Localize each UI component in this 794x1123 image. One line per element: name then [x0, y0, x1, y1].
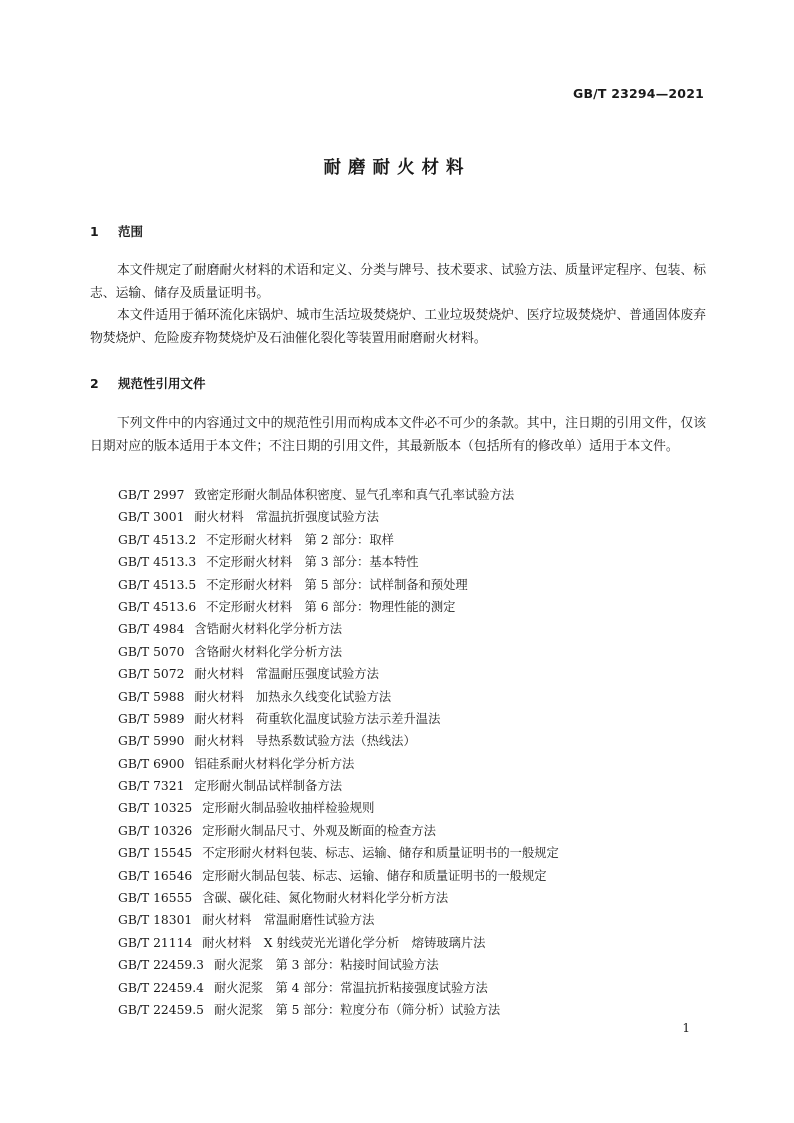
reference-item — [118, 506, 708, 528]
reference-title: 耐火材料 荷重软化温度试验方法示差升温法 — [194, 711, 441, 726]
reference-title: 耐火材料 常温抗折强度试验方法 — [194, 510, 379, 525]
reference-code: GB/T 5988 — [118, 689, 185, 704]
reference-title: 耐火材料 X 射线荧光光谱化学分析 熔铸玻璃片法 — [202, 935, 486, 950]
reference-code: GB/T 4513.3 — [118, 555, 197, 570]
reference-title: 耐火泥浆 第 4 部分：常温抗折粘接强度试验方法 — [213, 980, 488, 995]
reference-item — [118, 618, 708, 640]
reference-title: 定形耐火制品验收抽样检验规则 — [202, 801, 375, 816]
reference-item — [118, 686, 708, 708]
reference-code: GB/T 18301 — [118, 913, 193, 928]
scope-paragraph-2: 本文件适用于循环流化床锅炉、城市生活垃圾焚烧炉、工业垃圾焚烧炉、医疗垃圾焚烧炉、普通固体废弃物焚烧炉、危险废弃物焚烧炉及石油催化裂化等装置用耐磨耐火材料。 — [90, 308, 706, 346]
reference-item — [118, 775, 708, 797]
reference-code: GB/T 2997 — [118, 488, 185, 502]
document-title: 耐磨耐火材料 — [323, 158, 471, 178]
reference-title: 含锆耐火材料化学分析方法 — [194, 622, 342, 637]
section-number: 1 — [90, 224, 99, 239]
reference-item — [118, 596, 708, 618]
reference-code: GB/T 16546 — [118, 868, 193, 883]
reference-title: 不定形耐火材料 第 2 部分：取样 — [206, 532, 394, 547]
reference-item — [118, 932, 708, 954]
section-heading-normative-references — [90, 374, 206, 392]
reference-item — [118, 887, 708, 909]
reference-title: 致密定形耐火制品体积密度、显气孔率和真气孔率试验方法 — [194, 488, 515, 502]
reference-item — [118, 820, 708, 842]
reference-code: GB/T 5070 — [118, 644, 185, 659]
reference-title: 定形耐火制品试样制备方法 — [194, 779, 342, 794]
section-number: 2 — [90, 376, 99, 391]
reference-code: GB/T 22459.5 — [118, 1002, 204, 1017]
reference-title: 定形耐火制品尺寸、外观及断面的检查方法 — [202, 823, 436, 838]
reference-code: GB/T 4513.2 — [118, 532, 197, 547]
reference-item — [118, 708, 708, 730]
reference-title: 含铬耐火材料化学分析方法 — [194, 644, 342, 659]
reference-title: 不定形耐火材料 第 6 部分：物理性能的测定 — [206, 599, 456, 614]
reference-title: 耐火泥浆 第 5 部分：粒度分布（筛分析）试验方法 — [213, 1002, 501, 1017]
reference-item — [118, 909, 708, 931]
reference-item — [118, 753, 708, 775]
reference-item — [118, 842, 708, 864]
reference-title: 定形耐火制品包装、标志、运输、储存和质量证明书的一般规定 — [202, 868, 547, 883]
reference-item — [118, 797, 708, 819]
reference-item — [118, 641, 708, 663]
standard-code: GB/T 23294—2021 — [572, 86, 704, 101]
reference-code: GB/T 5989 — [118, 711, 185, 726]
reference-code: GB/T 5990 — [118, 734, 185, 749]
reference-title: 耐火材料 常温耐磨性试验方法 — [202, 913, 375, 928]
reference-code: GB/T 10325 — [118, 801, 193, 816]
reference-item — [118, 574, 708, 596]
reference-list — [118, 484, 708, 1021]
reference-code: GB/T 4513.6 — [118, 599, 197, 614]
reference-title: 铝硅系耐火材料化学分析方法 — [194, 756, 355, 771]
reference-code: GB/T 3001 — [118, 510, 185, 525]
reference-title: 耐火材料 导热系数试验方法（热线法） — [194, 734, 416, 749]
reference-title: 耐火材料 常温耐压强度试验方法 — [194, 667, 379, 682]
reference-item — [118, 529, 708, 551]
reference-item — [118, 663, 708, 685]
references-intro-paragraph: 下列文件中的内容通过文中的规范性引用而构成本文件必不可少的条款。其中，注日期的引用文件，仅该日期对应的版本适用于本文件；不注日期的引用文件，其最新版本（包括所有的修改单）适用于本文件。 — [90, 416, 706, 454]
reference-code: GB/T 22459.4 — [118, 980, 204, 995]
section-title: 范围 — [118, 224, 144, 239]
reference-code: GB/T 10326 — [118, 823, 193, 838]
reference-item — [118, 977, 708, 999]
reference-code: GB/T 4513.5 — [118, 577, 197, 592]
reference-item — [118, 954, 708, 976]
reference-code: GB/T 5072 — [118, 667, 185, 682]
reference-code: GB/T 21114 — [118, 935, 193, 950]
section-heading-scope — [90, 222, 143, 240]
reference-item — [118, 865, 708, 887]
reference-code: GB/T 16555 — [118, 891, 193, 906]
reference-item — [118, 484, 708, 506]
reference-code: GB/T 4984 — [118, 622, 185, 637]
reference-code: GB/T 7321 — [118, 779, 185, 794]
reference-title: 含碳、碳化硅、氮化物耐火材料化学分析方法 — [202, 891, 449, 906]
reference-title: 不定形耐火材料包装、标志、运输、储存和质量证明书的一般规定 — [202, 846, 559, 861]
reference-item — [118, 999, 708, 1021]
reference-title: 不定形耐火材料 第 5 部分：试样制备和预处理 — [206, 577, 468, 592]
scope-paragraph-1: 本文件规定了耐磨耐火材料的术语和定义、分类与牌号、技术要求、试验方法、质量评定程序、包装、标志、运输、储存及质量证明书。 — [90, 263, 706, 301]
reference-item — [118, 551, 708, 573]
section-title: 规范性引用文件 — [118, 376, 206, 391]
page-number: 1 — [682, 1021, 690, 1035]
reference-title: 耐火材料 加热永久线变化试验方法 — [194, 689, 392, 704]
reference-code: GB/T 15545 — [118, 846, 193, 861]
reference-title: 耐火泥浆 第 3 部分：粘接时间试验方法 — [213, 958, 439, 973]
reference-item — [118, 730, 708, 752]
reference-code: GB/T 6900 — [118, 756, 185, 771]
reference-title: 不定形耐火材料 第 3 部分：基本特性 — [206, 555, 419, 570]
reference-code: GB/T 22459.3 — [118, 958, 204, 973]
